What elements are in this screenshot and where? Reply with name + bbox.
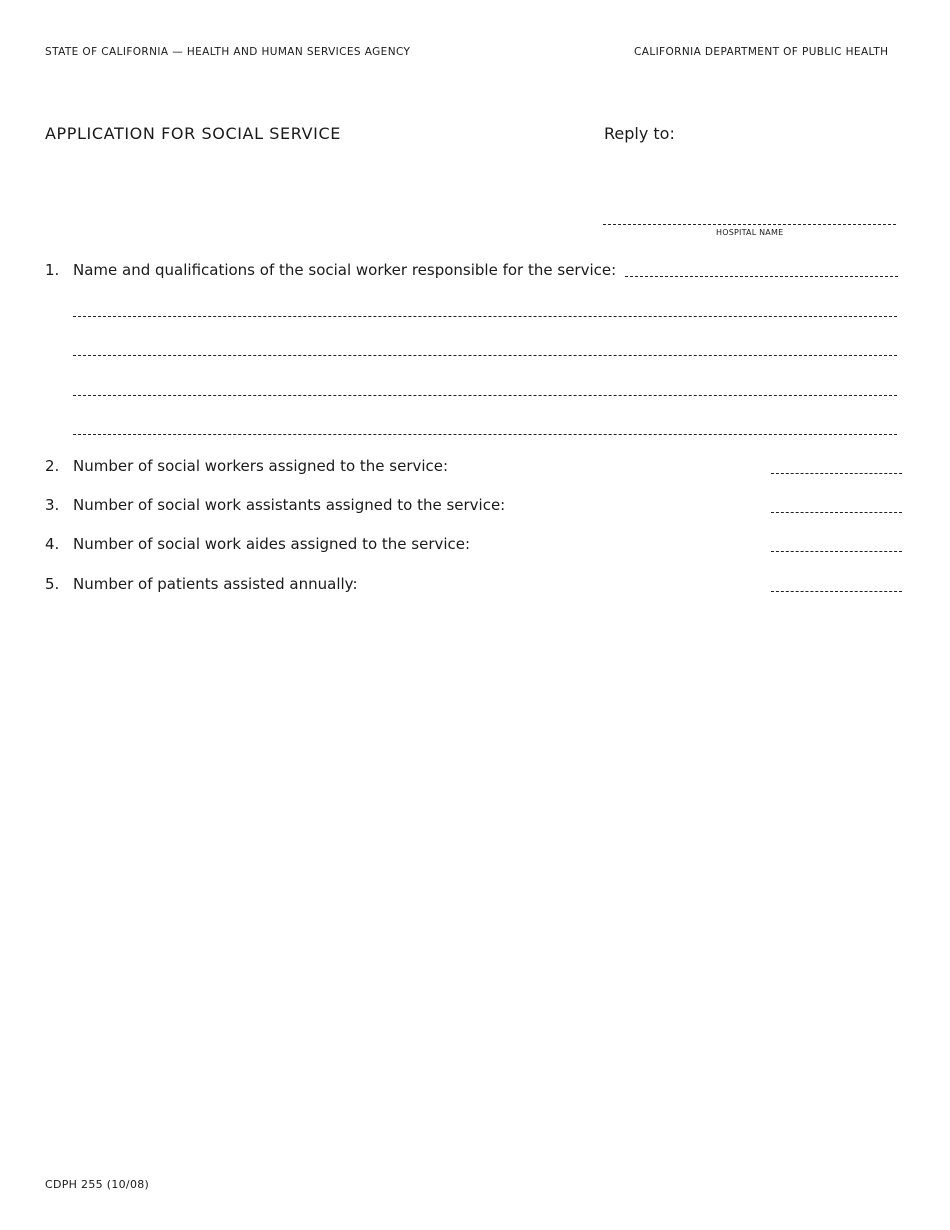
hospital-name-caption: HOSPITAL NAME <box>716 228 784 237</box>
question-3-answer-field[interactable] <box>771 512 902 513</box>
question-1-text: Name and qualifications of the social worker responsible for the service: <box>73 261 617 279</box>
question-2-text: Number of social workers assigned to the service: <box>73 457 449 475</box>
question-4-text: Number of social work aides assigned to the service: <box>73 535 471 553</box>
form-title: APPLICATION FOR SOCIAL SERVICE <box>45 124 341 143</box>
question-5-answer-field[interactable] <box>771 591 902 592</box>
question-4-number: 4. <box>45 535 60 553</box>
question-4-answer-field[interactable] <box>771 551 902 552</box>
question-2-answer-field[interactable] <box>771 473 902 474</box>
hospital-name-field[interactable] <box>603 224 896 225</box>
department-header: CALIFORNIA DEPARTMENT OF PUBLIC HEALTH <box>634 46 889 58</box>
question-1-continuation-line-4[interactable] <box>73 434 897 435</box>
question-5-number: 5. <box>45 575 60 593</box>
question-1-continuation-line-2[interactable] <box>73 355 897 356</box>
question-2-number: 2. <box>45 457 60 475</box>
question-5-text: Number of patients assisted annually: <box>73 575 358 593</box>
question-1-answer-field[interactable] <box>625 276 898 277</box>
question-1-continuation-line-3[interactable] <box>73 395 897 396</box>
question-1-continuation-line-1[interactable] <box>73 316 897 317</box>
reply-to-label: Reply to: <box>604 124 675 143</box>
agency-header: STATE OF CALIFORNIA — HEALTH AND HUMAN SERVICES AGENCY <box>45 46 411 58</box>
question-3-text: Number of social work assistants assigned to the service: <box>73 496 506 514</box>
question-3-number: 3. <box>45 496 60 514</box>
question-1-number: 1. <box>45 261 60 279</box>
form-id-footer: CDPH 255 (10/08) <box>45 1178 150 1191</box>
